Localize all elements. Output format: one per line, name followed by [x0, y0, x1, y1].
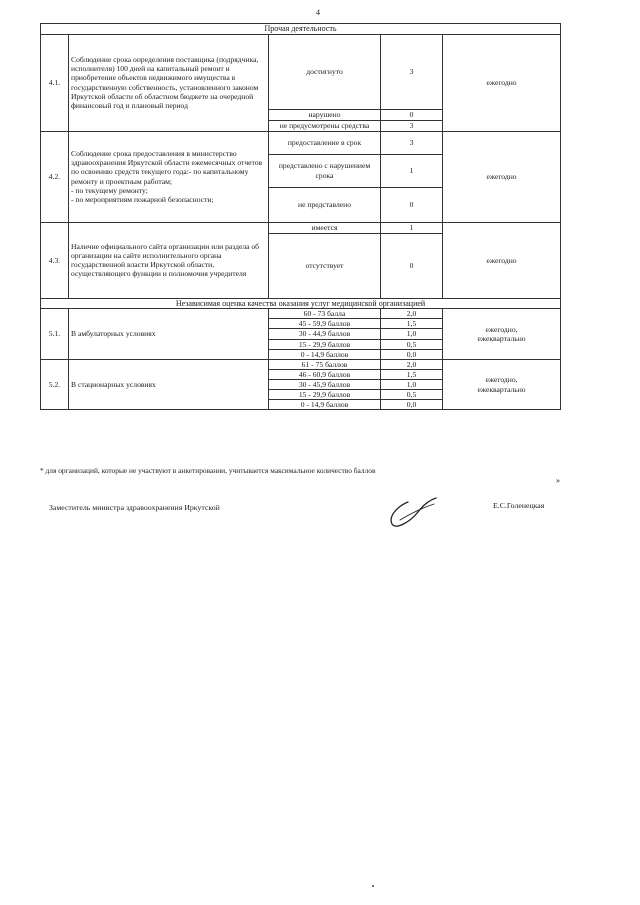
- condition-cell: 60 - 73 балла: [269, 309, 381, 319]
- frequency-cell: ежегодно: [443, 131, 561, 222]
- frequency-cell: ежегодно: [443, 222, 561, 298]
- row-number: 4.3.: [41, 222, 69, 298]
- criterion-text: Наличие официального сайта организации или раздела об организации на сайте исполнительного органа государственной власти Иркутской области, осуществляющего функции и полномочия учредителя: [69, 222, 269, 298]
- condition-cell: представлено с нарушением срока: [269, 154, 381, 187]
- condition-cell: не представлено: [269, 187, 381, 222]
- frequency-line: ежеквартально: [477, 333, 526, 343]
- condition-cell: нарушено: [269, 109, 381, 120]
- signer-title: Заместитель министра здравоохранения Иркутской: [49, 503, 220, 512]
- table-row: [41, 131, 561, 154]
- criterion-line: - по текущему ремонту;: [71, 185, 148, 195]
- frequency-cell: [443, 359, 561, 410]
- condition-cell: не предусмотрены средства: [269, 120, 381, 131]
- score-cell: 1,5: [381, 319, 443, 329]
- condition-cell: 0 - 14,9 баллов: [269, 400, 381, 410]
- criterion-text: Соблюдение срока определения поставщика (подрядчика, исполнителя) 100 дней на капитальный ремонт и приобретение объектов недвижимого имущества в государственную собственность, установленного законом Иркутской области об областном бюджете на очередной финансовый год и плановый период: [69, 34, 269, 131]
- score-cell: 1,5: [381, 369, 443, 379]
- section-title-other: Прочая деятельность: [41, 24, 561, 35]
- criterion-line: Соблюдение срока предоставления в министерство здравоохранения Иркутской области ежемесячных отчетов по освоению средств текущего года:- по капитальному ремонту и проектным работам;: [71, 149, 263, 186]
- criterion-text: [69, 131, 269, 222]
- scan-speck: [372, 885, 374, 887]
- frequency-line: ежегодно,: [485, 375, 518, 385]
- score-cell: 0,5: [381, 390, 443, 400]
- signer-name: Е.С.Голенецкая: [493, 501, 545, 510]
- condition-cell: 15 - 29,9 баллов: [269, 339, 381, 349]
- condition-cell: предоставление в срок: [269, 131, 381, 154]
- condition-cell: 61 - 75 баллов: [269, 359, 381, 369]
- section-header-row: [41, 298, 561, 309]
- frequency-line: ежеквартально: [477, 384, 526, 394]
- table-row: [41, 359, 561, 369]
- page-number: 4: [316, 8, 320, 17]
- handwritten-signature: [380, 494, 440, 534]
- score-cell: 0,5: [381, 339, 443, 349]
- row-number: 4.1.: [41, 34, 69, 131]
- condition-cell: имеется: [269, 222, 381, 233]
- score-cell: 2,0: [381, 359, 443, 369]
- condition-cell: 46 - 60,9 баллов: [269, 369, 381, 379]
- score-cell: 1: [381, 222, 443, 233]
- criterion-text: В амбулаторных условиях: [69, 309, 269, 360]
- section-title-quality: Независимая оценка качества оказания услуг медицинской организацией: [41, 298, 561, 309]
- row-number: 4.2.: [41, 131, 69, 222]
- condition-cell: отсутствует: [269, 233, 381, 298]
- section-header-row: [41, 24, 561, 35]
- score-cell: 0: [381, 187, 443, 222]
- row-number: 5.1.: [41, 309, 69, 360]
- table-row: [41, 222, 561, 233]
- criterion-line: - по мероприятиям пожарной безопасности;: [71, 194, 214, 204]
- frequency-cell: ежегодно: [443, 34, 561, 131]
- score-cell: 0: [381, 233, 443, 298]
- condition-cell: 0 - 14,9 баллов: [269, 349, 381, 359]
- score-cell: 0,0: [381, 400, 443, 410]
- closing-quote: »: [556, 476, 560, 485]
- score-cell: 3: [381, 34, 443, 109]
- condition-cell: достигнуто: [269, 34, 381, 109]
- score-cell: 3: [381, 120, 443, 131]
- score-cell: 1,0: [381, 379, 443, 389]
- row-number: 5.2.: [41, 359, 69, 410]
- condition-cell: 30 - 45,9 баллов: [269, 379, 381, 389]
- score-cell: 0: [381, 109, 443, 120]
- score-cell: 0,0: [381, 349, 443, 359]
- criterion-text: В стационарных условиях: [69, 359, 269, 410]
- frequency-cell: [443, 309, 561, 360]
- score-cell: 1,0: [381, 329, 443, 339]
- score-cell: 3: [381, 131, 443, 154]
- score-cell: 2,0: [381, 309, 443, 319]
- condition-cell: 45 - 59,9 баллов: [269, 319, 381, 329]
- condition-cell: 30 - 44,9 баллов: [269, 329, 381, 339]
- table-row: [41, 309, 561, 319]
- score-cell: 1: [381, 154, 443, 187]
- condition-cell: 15 - 29,9 баллов: [269, 390, 381, 400]
- frequency-line: ежегодно,: [485, 324, 518, 334]
- table-row: [41, 34, 561, 109]
- footnote: * для организаций, которые не участвуют в анкетировании, учитывается максимальное количество баллов: [40, 466, 376, 475]
- criteria-table: [40, 23, 561, 410]
